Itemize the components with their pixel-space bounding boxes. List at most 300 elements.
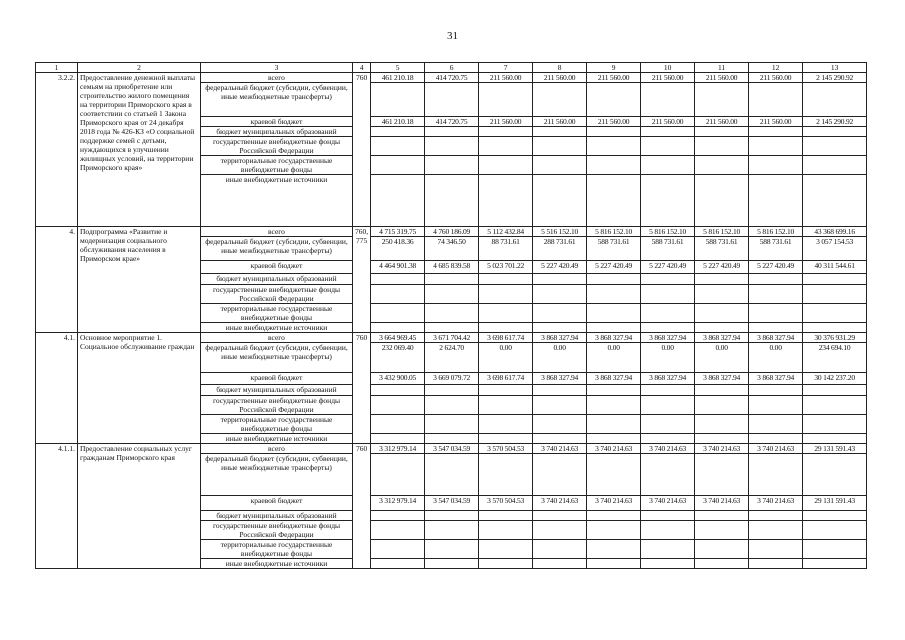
funding-source: федеральный бюджет (субсидии, субвенции, иные межбюджетные трансферты) <box>201 237 353 261</box>
column-number: 12 <box>749 63 803 73</box>
amount-cell <box>803 434 867 444</box>
amount-cell <box>749 274 803 285</box>
amount-cell <box>587 137 641 156</box>
funding-source: федеральный бюджет (субсидии, субвенции, иные межбюджетные трансферты) <box>201 83 353 117</box>
amount-cell: 5 023 701.22 <box>479 261 533 274</box>
amount-cell <box>587 127 641 137</box>
amount-cell: 5 227 420.49 <box>695 261 749 274</box>
amount-cell <box>803 156 867 175</box>
amount-cell: 30 142 237.20 <box>803 373 867 385</box>
amount-cell <box>695 274 749 285</box>
amount-cell <box>371 559 425 569</box>
amount-cell <box>641 540 695 559</box>
amount-cell <box>425 415 479 434</box>
amount-cell <box>533 83 587 117</box>
amount-cell <box>479 434 533 444</box>
amount-cell <box>479 137 533 156</box>
amount-cell <box>371 521 425 540</box>
amount-cell <box>695 304 749 323</box>
item-index: 4.1.1. <box>36 444 78 569</box>
amount-cell: 588 731.61 <box>641 237 695 261</box>
amount-cell <box>371 175 425 227</box>
amount-cell: 5 816 152.10 <box>749 227 803 237</box>
amount-cell <box>749 434 803 444</box>
amount-cell <box>803 540 867 559</box>
amount-cell <box>371 83 425 117</box>
amount-cell <box>479 323 533 333</box>
funding-source: всего <box>201 333 353 343</box>
amount-cell: 3 740 214.63 <box>641 496 695 511</box>
amount-cell <box>695 454 749 496</box>
amount-cell: 211 560.00 <box>479 117 533 127</box>
amount-cell <box>803 83 867 117</box>
amount-cell <box>425 156 479 175</box>
amount-cell: 3 570 504.53 <box>479 496 533 511</box>
amount-cell: 5 816 152.10 <box>587 227 641 237</box>
amount-cell <box>425 127 479 137</box>
amount-cell: 3 740 214.63 <box>695 444 749 454</box>
amount-cell <box>749 137 803 156</box>
amount-cell <box>641 511 695 521</box>
amount-cell: 40 311 544.61 <box>803 261 867 274</box>
amount-cell <box>371 137 425 156</box>
amount-cell <box>749 385 803 396</box>
amount-cell <box>533 285 587 304</box>
amount-cell: 4 464 901.38 <box>371 261 425 274</box>
funding-source: всего <box>201 227 353 237</box>
funding-source: иные внебюджетные источники <box>201 323 353 333</box>
amount-cell <box>587 540 641 559</box>
amount-cell: 3 570 504.53 <box>479 444 533 454</box>
amount-cell: 414 720.75 <box>425 117 479 127</box>
page-number: 31 <box>447 30 458 42</box>
amount-cell <box>533 304 587 323</box>
amount-cell: 5 227 420.49 <box>749 261 803 274</box>
amount-cell: 3 868 327.94 <box>641 373 695 385</box>
amount-cell: 3 698 617.74 <box>479 373 533 385</box>
funding-source: всего <box>201 73 353 83</box>
amount-cell: 3 740 214.63 <box>749 444 803 454</box>
amount-cell <box>641 434 695 444</box>
amount-cell <box>803 559 867 569</box>
amount-cell <box>533 521 587 540</box>
amount-cell: 0.00 <box>479 343 533 373</box>
amount-cell <box>587 511 641 521</box>
amount-cell <box>641 385 695 396</box>
funding-source: государственные внебюджетные фонды Российской Федерации <box>201 521 353 540</box>
amount-cell: 5 516 152.10 <box>533 227 587 237</box>
table-row <box>36 227 867 237</box>
item-name: Предоставление денежной выплаты семьям на приобретение или строительство жилого помещения на территории Приморского края в соответствии со статьей 1 Закона Приморского края от 24 декабря 2018 года № 426-КЗ «О социальной поддержке семей с детьми, нуждающихся в улучшении жилищных условий, на территории Приморского края» <box>78 73 201 227</box>
amount-cell <box>749 511 803 521</box>
funding-source: иные внебюджетные источники <box>201 559 353 569</box>
amount-cell <box>533 540 587 559</box>
amount-cell <box>371 415 425 434</box>
amount-cell: 43 368 699.16 <box>803 227 867 237</box>
amount-cell: 211 560.00 <box>533 117 587 127</box>
amount-cell <box>425 304 479 323</box>
amount-cell: 3 432 900.05 <box>371 373 425 385</box>
item-index: 3.2.2. <box>36 73 78 227</box>
amount-cell <box>803 175 867 227</box>
amount-cell <box>533 175 587 227</box>
amount-cell <box>587 385 641 396</box>
funding-source: территориальные государственные внебюджетные фонды <box>201 304 353 323</box>
amount-cell <box>749 521 803 540</box>
amount-cell <box>479 175 533 227</box>
amount-cell <box>371 323 425 333</box>
amount-cell <box>479 454 533 496</box>
amount-cell: 3 312 979.14 <box>371 496 425 511</box>
amount-cell: 3 312 979.14 <box>371 444 425 454</box>
amount-cell: 0.00 <box>587 343 641 373</box>
amount-cell <box>695 83 749 117</box>
amount-cell <box>587 274 641 285</box>
column-number: 5 <box>371 63 425 73</box>
amount-cell: 461 210.18 <box>371 117 425 127</box>
amount-cell <box>641 304 695 323</box>
amount-cell <box>803 385 867 396</box>
funding-source: всего <box>201 444 353 454</box>
amount-cell <box>641 127 695 137</box>
amount-cell: 3 868 327.94 <box>695 373 749 385</box>
amount-cell <box>533 323 587 333</box>
amount-cell <box>695 540 749 559</box>
amount-cell <box>695 127 749 137</box>
amount-cell: 5 816 152.10 <box>641 227 695 237</box>
amount-cell <box>371 540 425 559</box>
amount-cell <box>533 396 587 415</box>
amount-cell <box>695 385 749 396</box>
amount-cell: 30 376 931.29 <box>803 333 867 343</box>
amount-cell <box>425 385 479 396</box>
amount-cell: 3 868 327.94 <box>749 333 803 343</box>
amount-cell: 3 740 214.63 <box>533 444 587 454</box>
amount-cell <box>587 521 641 540</box>
funding-source: краевой бюджет <box>201 373 353 385</box>
amount-cell: 211 560.00 <box>587 117 641 127</box>
amount-cell: 3 547 034.59 <box>425 444 479 454</box>
amount-cell <box>425 559 479 569</box>
amount-cell: 2 145 290.92 <box>803 73 867 83</box>
amount-cell: 0.00 <box>749 343 803 373</box>
ministry-code: 760 <box>353 444 371 569</box>
amount-cell <box>803 285 867 304</box>
item-name: Основное мероприятие 1. Социальное обслуживание граждан <box>78 333 201 444</box>
amount-cell <box>749 454 803 496</box>
funding-source: бюджет муниципальных образований <box>201 385 353 396</box>
amount-cell: 3 547 034.59 <box>425 496 479 511</box>
amount-cell: 5 227 420.49 <box>641 261 695 274</box>
amount-cell <box>533 274 587 285</box>
amount-cell: 3 669 079.72 <box>425 373 479 385</box>
amount-cell <box>533 156 587 175</box>
amount-cell <box>803 127 867 137</box>
amount-cell <box>803 454 867 496</box>
item-name: Подпрограмма «Развитие и модернизация социального обслуживания населения в Приморском крае» <box>78 227 201 333</box>
amount-cell <box>695 285 749 304</box>
amount-cell <box>587 454 641 496</box>
amount-cell: 88 731.61 <box>479 237 533 261</box>
amount-cell <box>371 511 425 521</box>
amount-cell: 288 731.61 <box>533 237 587 261</box>
amount-cell <box>695 511 749 521</box>
amount-cell <box>425 521 479 540</box>
funding-source: федеральный бюджет (субсидии, субвенции, иные межбюджетные трансферты) <box>201 343 353 373</box>
amount-cell <box>587 323 641 333</box>
amount-cell <box>695 137 749 156</box>
amount-cell <box>641 175 695 227</box>
amount-cell <box>587 396 641 415</box>
amount-cell <box>479 540 533 559</box>
item-index: 4.1. <box>36 333 78 444</box>
column-number: 8 <box>533 63 587 73</box>
amount-cell <box>587 415 641 434</box>
ministry-code: 760 <box>353 333 371 444</box>
amount-cell <box>749 396 803 415</box>
amount-cell <box>479 385 533 396</box>
amount-cell: 588 731.61 <box>695 237 749 261</box>
amount-cell <box>479 127 533 137</box>
funding-source: бюджет муниципальных образований <box>201 274 353 285</box>
funding-source: государственные внебюджетные фонды Российской Федерации <box>201 396 353 415</box>
funding-source: краевой бюджет <box>201 261 353 274</box>
amount-cell <box>425 511 479 521</box>
table-row <box>36 333 867 343</box>
funding-source: территориальные государственные внебюджетные фонды <box>201 156 353 175</box>
amount-cell <box>803 274 867 285</box>
amount-cell <box>425 396 479 415</box>
amount-cell: 0.00 <box>641 343 695 373</box>
amount-cell <box>641 559 695 569</box>
amount-cell: 211 560.00 <box>479 73 533 83</box>
amount-cell: 414 720.75 <box>425 73 479 83</box>
amount-cell: 2 145 290.92 <box>803 117 867 127</box>
amount-cell: 29 131 591.43 <box>803 496 867 511</box>
column-number: 4 <box>353 63 371 73</box>
amount-cell: 211 560.00 <box>695 117 749 127</box>
table-row <box>36 73 867 83</box>
amount-cell: 3 868 327.94 <box>749 373 803 385</box>
amount-cell: 4 715 319.75 <box>371 227 425 237</box>
amount-cell <box>749 540 803 559</box>
amount-cell <box>479 415 533 434</box>
amount-cell <box>641 323 695 333</box>
amount-cell <box>695 521 749 540</box>
amount-cell <box>695 396 749 415</box>
amount-cell <box>587 156 641 175</box>
amount-cell: 29 131 591.43 <box>803 444 867 454</box>
amount-cell <box>803 137 867 156</box>
amount-cell: 3 868 327.94 <box>587 333 641 343</box>
amount-cell <box>371 454 425 496</box>
amount-cell: 3 740 214.63 <box>533 496 587 511</box>
amount-cell <box>749 175 803 227</box>
amount-cell: 4 685 839.58 <box>425 261 479 274</box>
amount-cell <box>749 285 803 304</box>
amount-cell: 3 868 327.94 <box>587 373 641 385</box>
amount-cell <box>425 137 479 156</box>
amount-cell <box>479 396 533 415</box>
amount-cell: 3 868 327.94 <box>533 373 587 385</box>
amount-cell <box>641 396 695 415</box>
amount-cell <box>371 304 425 323</box>
amount-cell: 3 671 704.42 <box>425 333 479 343</box>
amount-cell <box>425 83 479 117</box>
amount-cell <box>749 304 803 323</box>
amount-cell <box>371 127 425 137</box>
amount-cell <box>587 175 641 227</box>
amount-cell: 211 560.00 <box>749 117 803 127</box>
amount-cell: 3 057 154.53 <box>803 237 867 261</box>
amount-cell <box>749 559 803 569</box>
amount-cell <box>371 396 425 415</box>
amount-cell <box>479 156 533 175</box>
amount-cell <box>425 175 479 227</box>
amount-cell: 3 664 969.45 <box>371 333 425 343</box>
amount-cell: 3 740 214.63 <box>695 496 749 511</box>
amount-cell <box>371 434 425 444</box>
amount-cell: 5 816 152.10 <box>695 227 749 237</box>
header-row <box>36 63 867 73</box>
amount-cell <box>695 434 749 444</box>
column-number: 6 <box>425 63 479 73</box>
amount-cell <box>803 521 867 540</box>
amount-cell: 211 560.00 <box>533 73 587 83</box>
amount-cell <box>587 285 641 304</box>
amount-cell <box>803 304 867 323</box>
amount-cell <box>425 434 479 444</box>
amount-cell <box>641 454 695 496</box>
funding-source: краевой бюджет <box>201 496 353 511</box>
amount-cell <box>533 454 587 496</box>
amount-cell: 250 418.36 <box>371 237 425 261</box>
amount-cell <box>587 434 641 444</box>
amount-cell: 3 740 214.63 <box>749 496 803 511</box>
amount-cell <box>479 285 533 304</box>
amount-cell: 3 868 327.94 <box>695 333 749 343</box>
amount-cell <box>479 521 533 540</box>
amount-cell <box>641 137 695 156</box>
amount-cell <box>749 83 803 117</box>
amount-cell: 211 560.00 <box>641 117 695 127</box>
amount-cell <box>803 415 867 434</box>
funding-source: краевой бюджет <box>201 117 353 127</box>
column-number: 1 <box>36 63 78 73</box>
column-number: 3 <box>201 63 353 73</box>
amount-cell <box>533 415 587 434</box>
amount-cell <box>695 323 749 333</box>
amount-cell <box>749 415 803 434</box>
amount-cell: 588 731.61 <box>749 237 803 261</box>
amount-cell <box>425 274 479 285</box>
amount-cell: 211 560.00 <box>587 73 641 83</box>
amount-cell <box>479 83 533 117</box>
amount-cell <box>371 156 425 175</box>
amount-cell: 0.00 <box>695 343 749 373</box>
amount-cell <box>695 156 749 175</box>
budget-table <box>35 62 867 569</box>
amount-cell <box>425 285 479 304</box>
amount-cell <box>695 415 749 434</box>
amount-cell: 4 760 186.09 <box>425 227 479 237</box>
amount-cell <box>749 323 803 333</box>
amount-cell <box>803 511 867 521</box>
table-row <box>36 444 867 454</box>
amount-cell <box>479 559 533 569</box>
amount-cell: 234 694.10 <box>803 343 867 373</box>
amount-cell <box>749 156 803 175</box>
amount-cell <box>803 323 867 333</box>
amount-cell: 211 560.00 <box>695 73 749 83</box>
amount-cell <box>533 127 587 137</box>
amount-cell: 232 069.40 <box>371 343 425 373</box>
amount-cell: 3 698 617.74 <box>479 333 533 343</box>
amount-cell <box>641 156 695 175</box>
ministry-code: 760, 775 <box>353 227 371 333</box>
amount-cell: 211 560.00 <box>641 73 695 83</box>
amount-cell <box>533 511 587 521</box>
amount-cell: 5 112 432.84 <box>479 227 533 237</box>
funding-source: бюджет муниципальных образований <box>201 511 353 521</box>
amount-cell <box>749 127 803 137</box>
amount-cell <box>479 511 533 521</box>
column-number: 9 <box>587 63 641 73</box>
amount-cell: 588 731.61 <box>587 237 641 261</box>
amount-cell <box>641 274 695 285</box>
column-number: 7 <box>479 63 533 73</box>
amount-cell <box>371 285 425 304</box>
amount-cell: 0.00 <box>533 343 587 373</box>
amount-cell <box>533 559 587 569</box>
amount-cell: 5 227 420.49 <box>533 261 587 274</box>
funding-source: иные внебюджетные источники <box>201 175 353 227</box>
amount-cell: 5 227 420.49 <box>587 261 641 274</box>
amount-cell <box>533 137 587 156</box>
ministry-code: 760 <box>353 73 371 227</box>
column-number: 10 <box>641 63 695 73</box>
amount-cell <box>479 274 533 285</box>
amount-cell: 74 346.50 <box>425 237 479 261</box>
amount-cell <box>641 285 695 304</box>
amount-cell: 3 868 327.94 <box>641 333 695 343</box>
item-name: Предоставление социальных услуг гражданам Приморского края <box>78 444 201 569</box>
amount-cell <box>587 304 641 323</box>
column-number: 11 <box>695 63 749 73</box>
funding-source: территориальные государственные внебюджетные фонды <box>201 415 353 434</box>
funding-source: государственные внебюджетные фонды Российской Федерации <box>201 137 353 156</box>
column-number: 13 <box>803 63 867 73</box>
amount-cell: 461 210.18 <box>371 73 425 83</box>
amount-cell: 3 868 327.94 <box>533 333 587 343</box>
funding-source: федеральный бюджет (субсидии, субвенции, иные межбюджетные трансферты) <box>201 454 353 496</box>
amount-cell <box>479 304 533 323</box>
amount-cell <box>371 385 425 396</box>
amount-cell <box>533 434 587 444</box>
amount-cell: 3 740 214.63 <box>641 444 695 454</box>
amount-cell <box>695 175 749 227</box>
amount-cell <box>641 521 695 540</box>
amount-cell <box>533 385 587 396</box>
amount-cell <box>803 396 867 415</box>
amount-cell <box>425 540 479 559</box>
amount-cell <box>425 454 479 496</box>
amount-cell: 3 740 214.63 <box>587 496 641 511</box>
amount-cell: 2 624.70 <box>425 343 479 373</box>
amount-cell: 211 560.00 <box>749 73 803 83</box>
amount-cell <box>425 323 479 333</box>
amount-cell <box>695 559 749 569</box>
